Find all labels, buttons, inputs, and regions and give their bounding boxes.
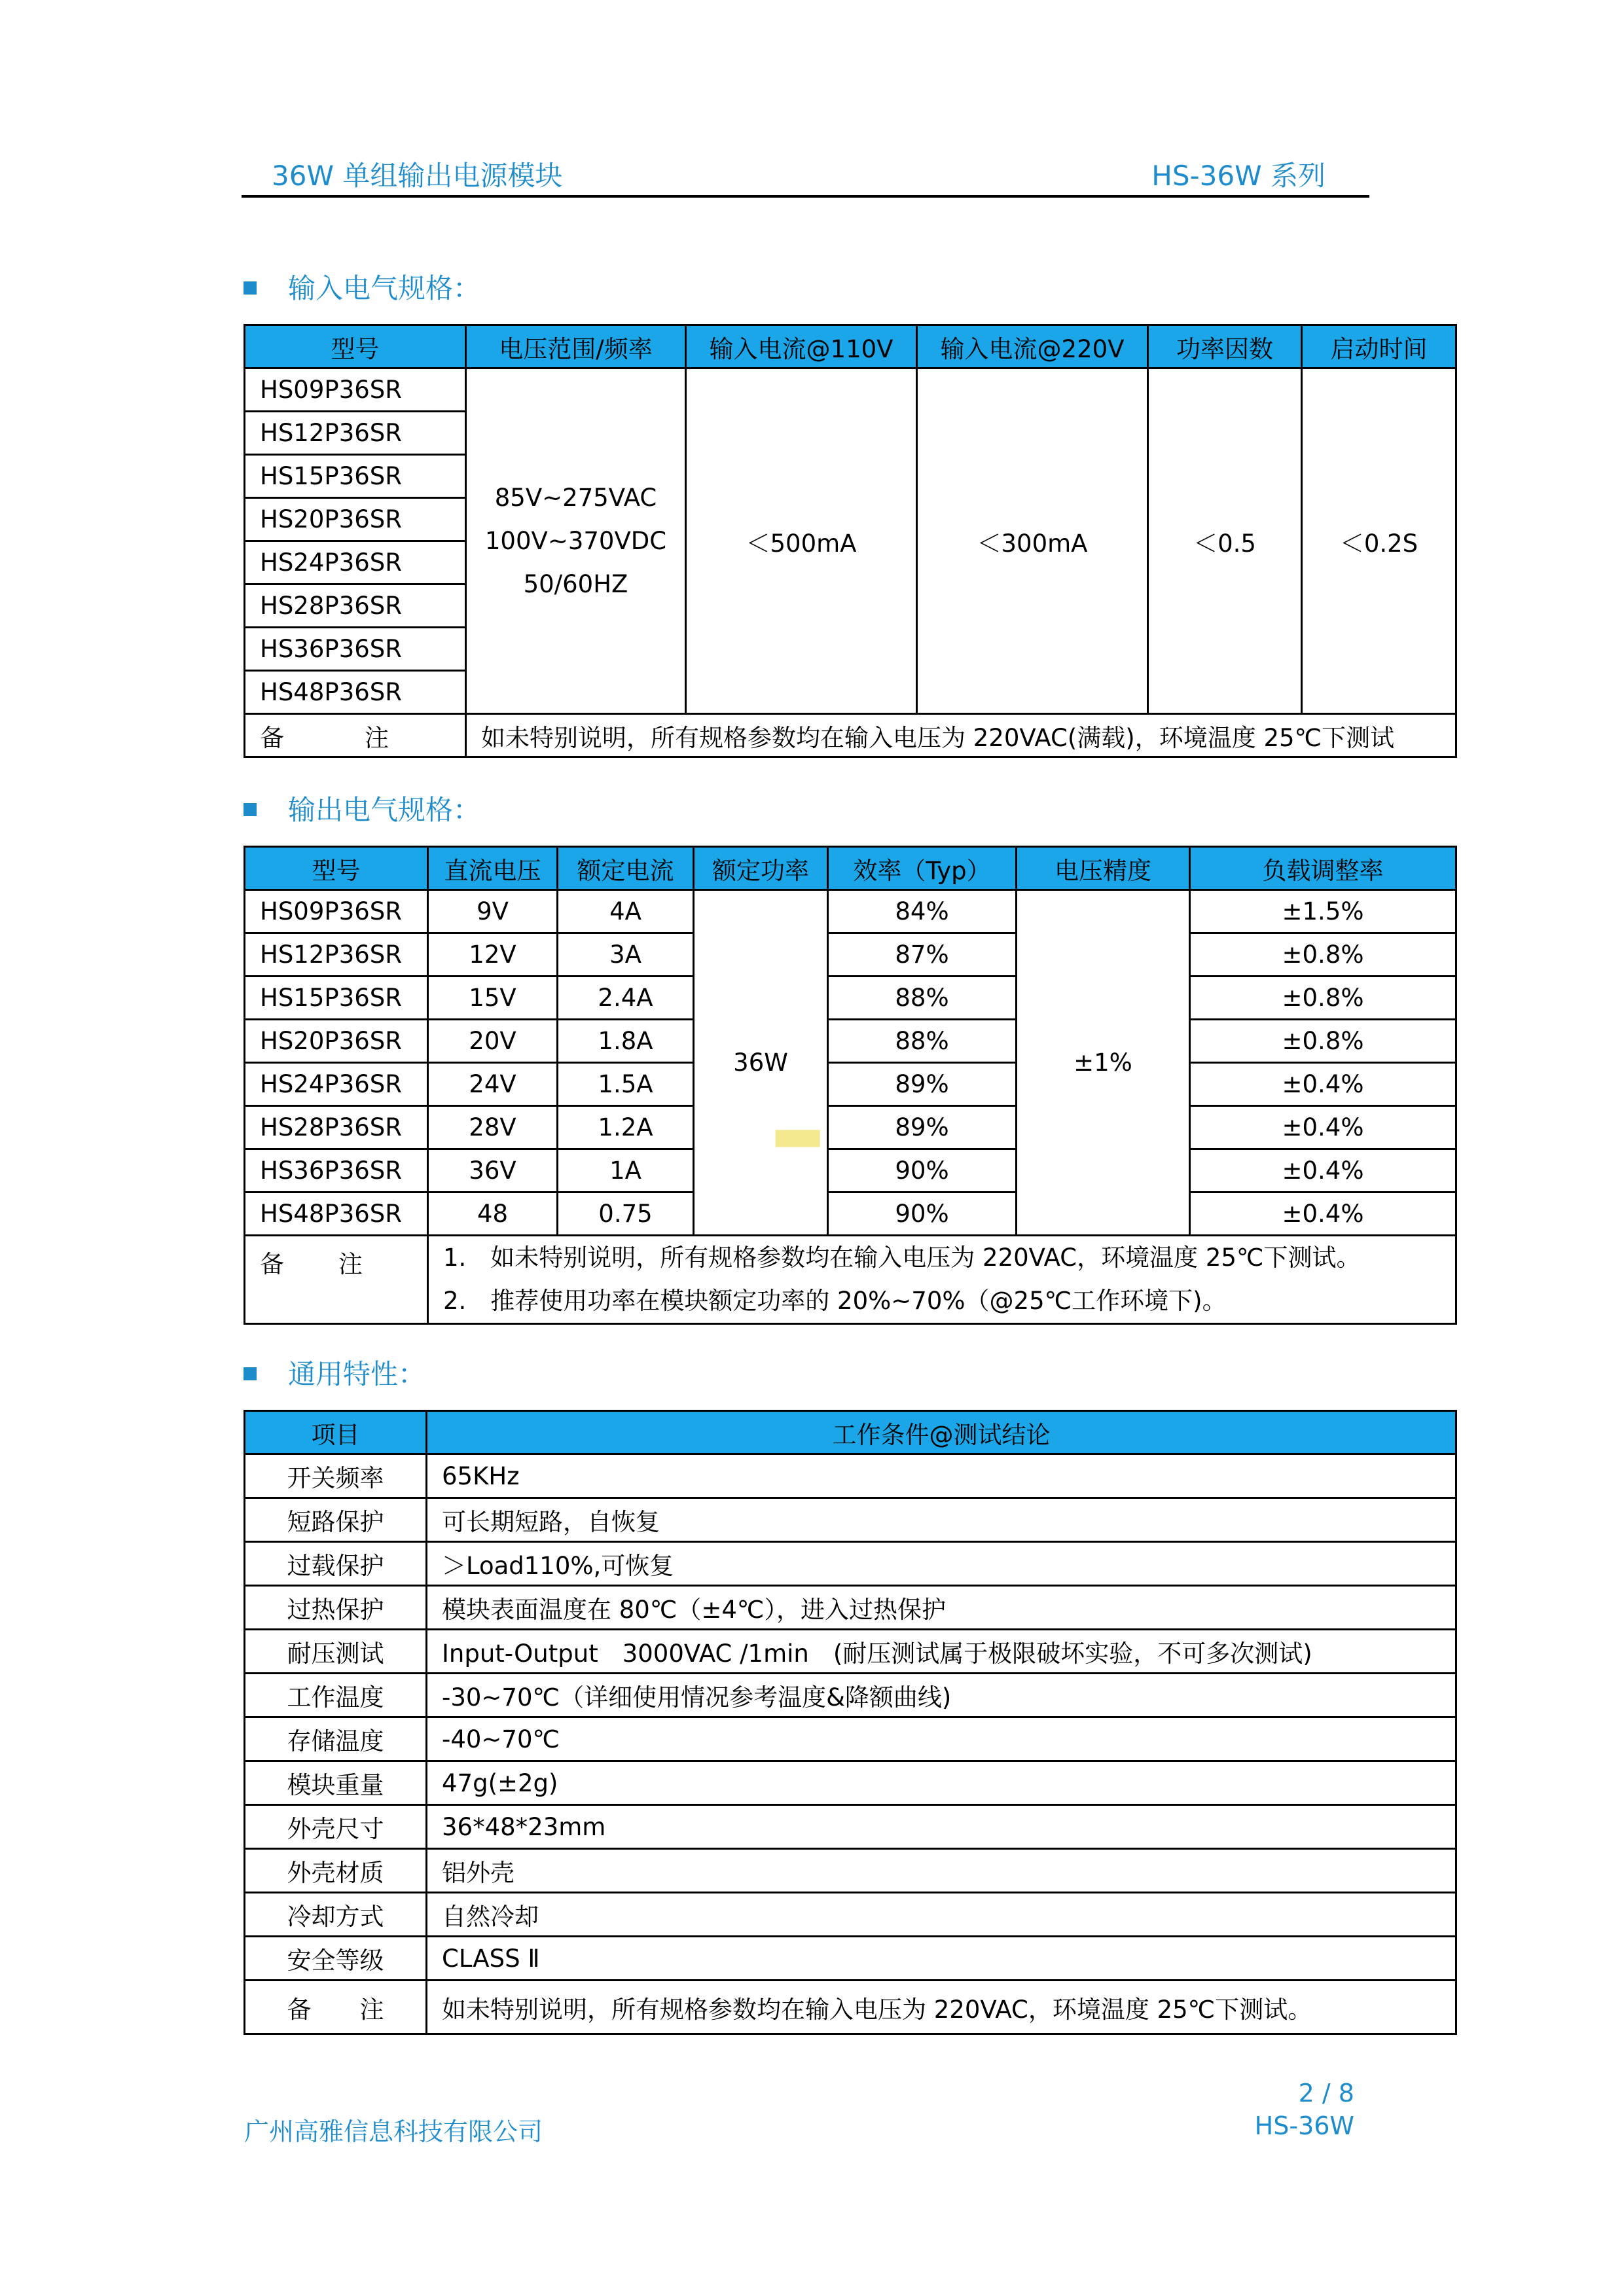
model-cell: HS09P36SR <box>245 890 428 933</box>
col-header-current-110: 输入电流@110V <box>686 325 917 368</box>
item-cell: 短路保护 <box>245 1498 427 1542</box>
col-header-model: 型号 <box>245 325 466 368</box>
col-header-model: 型号 <box>245 847 428 890</box>
note-label-a: 备 <box>260 1250 284 1278</box>
item-cell: 耐压测试 <box>245 1630 427 1674</box>
page-header-title: 36W 单组输出电源模块 <box>272 160 563 192</box>
dc-voltage-cell: 48 <box>428 1193 558 1236</box>
table-row <box>245 1542 1456 1586</box>
current-110-cell: ＜500mA <box>686 368 917 714</box>
table-row <box>245 977 1456 1020</box>
value-cell: 铝外壳 <box>427 1849 1456 1893</box>
square-bullet-icon <box>244 281 257 295</box>
table-row <box>245 1805 1456 1849</box>
voltage-line: 50/60HZ <box>523 569 628 598</box>
col-header-current-220: 输入电流@220V <box>917 325 1148 368</box>
load-regulation-cell: ±1.5% <box>1190 890 1456 933</box>
rated-current-cell: 3A <box>558 933 694 977</box>
note-label <box>245 1236 428 1324</box>
value-cell: CLASS Ⅱ <box>427 1937 1456 1981</box>
col-header-condition: 工作条件@测试结论 <box>427 1411 1456 1454</box>
efficiency-cell: 87% <box>828 933 1017 977</box>
model-cell: HS24P36SR <box>245 541 466 584</box>
note-label-b: 注 <box>338 1250 363 1278</box>
col-header-item: 项目 <box>245 1411 427 1454</box>
note-label <box>245 714 466 757</box>
page-number: 2 / 8 <box>1298 2079 1354 2108</box>
note-row <box>245 1236 1456 1324</box>
voltage-line: 85V~275VAC <box>494 483 657 512</box>
efficiency-cell: 89% <box>828 1106 1017 1149</box>
dc-voltage-cell: 36V <box>428 1149 558 1193</box>
efficiency-cell: 89% <box>828 1063 1017 1106</box>
model-cell: HS24P36SR <box>245 1063 428 1106</box>
value-cell: 47g(±2g) <box>427 1761 1456 1805</box>
rated-current-cell: 2.4A <box>558 977 694 1020</box>
value-cell: 自然冷却 <box>427 1893 1456 1937</box>
page-header-series: HS-36W 系列 <box>1151 160 1326 192</box>
power-factor-cell: ＜0.5 <box>1148 368 1302 714</box>
col-header-power-factor: 功率因数 <box>1148 325 1302 368</box>
load-regulation-cell: ±0.4% <box>1190 1063 1456 1106</box>
efficiency-cell: 90% <box>828 1149 1017 1193</box>
item-cell: 冷却方式 <box>245 1893 427 1937</box>
note-row <box>245 1981 1456 2034</box>
table-row <box>245 1149 1456 1193</box>
rated-power-cell: 36W <box>694 890 828 1236</box>
table-row <box>245 1586 1456 1630</box>
table-row <box>245 1498 1456 1542</box>
rated-current-cell: 1A <box>558 1149 694 1193</box>
item-cell: 外壳材质 <box>245 1849 427 1893</box>
item-cell: 过热保护 <box>245 1586 427 1630</box>
model-cell: HS20P36SR <box>245 1020 428 1063</box>
footer-model: HS-36W <box>1254 2111 1354 2140</box>
rated-current-cell: 1.2A <box>558 1106 694 1149</box>
table-row <box>245 1193 1456 1236</box>
rated-current-cell: 0.75 <box>558 1193 694 1236</box>
model-cell: HS48P36SR <box>245 1193 428 1236</box>
model-cell: HS28P36SR <box>245 1106 428 1149</box>
item-cell: 工作温度 <box>245 1674 427 1717</box>
col-header-rated-power: 额定功率 <box>694 847 828 890</box>
dc-voltage-cell: 15V <box>428 977 558 1020</box>
value-cell: Input-Output 3000VAC /1min (耐压测试属于极限破坏实验，不可多次测试) <box>427 1630 1456 1674</box>
table-row <box>245 368 1456 412</box>
general-section-heading <box>244 1353 425 1392</box>
faint-watermark-mark: ████ <box>776 1131 820 1147</box>
model-cell: HS20P36SR <box>245 498 466 541</box>
model-cell: HS15P36SR <box>245 977 428 1020</box>
col-header-load-regulation: 负载调整率 <box>1190 847 1456 890</box>
load-regulation-cell: ±0.8% <box>1190 1020 1456 1063</box>
value-cell: ＞Load110%,可恢复 <box>427 1542 1456 1586</box>
load-regulation-cell: ±0.8% <box>1190 933 1456 977</box>
col-header-voltage-accuracy: 电压精度 <box>1017 847 1190 890</box>
current-220-cell: ＜300mA <box>917 368 1148 714</box>
voltage-line: 100V~370VDC <box>484 526 667 555</box>
note-label-a: 备 <box>260 723 284 752</box>
item-cell: 安全等级 <box>245 1937 427 1981</box>
dc-voltage-cell: 20V <box>428 1020 558 1063</box>
table-row <box>245 1020 1456 1063</box>
table-header-row <box>245 325 1456 368</box>
item-cell: 模块重量 <box>245 1761 427 1805</box>
dc-voltage-cell: 28V <box>428 1106 558 1149</box>
table-row <box>245 1630 1456 1674</box>
load-regulation-cell: ±0.4% <box>1190 1193 1456 1236</box>
voltage-range-cell <box>466 368 686 714</box>
output-section-heading <box>244 789 480 828</box>
output-section-heading-text: 输出电气规格： <box>288 794 481 826</box>
table-row <box>245 1717 1456 1761</box>
table-row <box>245 1893 1456 1937</box>
value-cell: -30~70℃（详细使用情况参考温度&降额曲线) <box>427 1674 1456 1717</box>
efficiency-cell: 88% <box>828 1020 1017 1063</box>
efficiency-cell: 90% <box>828 1193 1017 1236</box>
item-cell: 备 注 <box>245 1981 427 2034</box>
table-header-row <box>245 847 1456 890</box>
rated-current-cell: 1.8A <box>558 1020 694 1063</box>
value-cell: 如未特别说明，所有规格参数均在输入电压为 220VAC，环境温度 25℃下测试。 <box>427 1981 1456 2034</box>
col-header-efficiency: 效率（Typ） <box>828 847 1017 890</box>
table-row <box>245 1674 1456 1717</box>
load-regulation-cell: ±0.4% <box>1190 1106 1456 1149</box>
rated-current-cell: 4A <box>558 890 694 933</box>
value-cell: -40~70℃ <box>427 1717 1456 1761</box>
value-cell: 36*48*23mm <box>427 1805 1456 1849</box>
col-header-voltage-range: 电压范围/频率 <box>466 325 686 368</box>
table-header-row <box>245 1411 1456 1454</box>
input-section-heading <box>244 267 480 306</box>
square-bullet-icon <box>244 803 257 816</box>
startup-time-cell: ＜0.2S <box>1302 368 1456 714</box>
rated-current-cell: 1.5A <box>558 1063 694 1106</box>
value-cell: 65KHz <box>427 1454 1456 1498</box>
table-row <box>245 1106 1456 1149</box>
model-cell: HS28P36SR <box>245 584 466 628</box>
output-spec-table <box>244 846 1457 1325</box>
input-section-heading-text: 输入电气规格： <box>288 272 481 304</box>
note-label-b: 注 <box>365 723 389 752</box>
voltage-accuracy-cell: ±1% <box>1017 890 1190 1236</box>
item-cell: 存储温度 <box>245 1717 427 1761</box>
model-cell: HS12P36SR <box>245 933 428 977</box>
dc-voltage-cell: 24V <box>428 1063 558 1106</box>
load-regulation-cell: ±0.8% <box>1190 977 1456 1020</box>
col-header-dc-voltage: 直流电压 <box>428 847 558 890</box>
table-row <box>245 890 1456 933</box>
note-text <box>428 1236 1456 1324</box>
dc-voltage-cell: 9V <box>428 890 558 933</box>
company-name: 广州高雅信息科技有限公司 <box>244 2117 543 2146</box>
model-cell: HS36P36SR <box>245 628 466 671</box>
efficiency-cell: 84% <box>828 890 1017 933</box>
value-cell: 模块表面温度在 80℃（±4℃），进入过热保护 <box>427 1586 1456 1630</box>
efficiency-cell: 88% <box>828 977 1017 1020</box>
square-bullet-icon <box>244 1367 257 1380</box>
col-header-rated-current: 额定电流 <box>558 847 694 890</box>
table-row <box>245 1761 1456 1805</box>
table-row <box>245 933 1456 977</box>
table-row <box>245 1937 1456 1981</box>
input-spec-table <box>244 324 1457 758</box>
table-row <box>245 1063 1456 1106</box>
col-header-startup-time: 启动时间 <box>1302 325 1456 368</box>
item-cell: 外壳尺寸 <box>245 1805 427 1849</box>
note-line: 1. 如未特别说明，所有规格参数均在输入电压为 220VAC，环境温度 25℃下测试。 <box>443 1244 1361 1272</box>
general-spec-table <box>244 1410 1457 2035</box>
load-regulation-cell: ±0.4% <box>1190 1149 1456 1193</box>
item-cell: 开关频率 <box>245 1454 427 1498</box>
model-cell: HS48P36SR <box>245 671 466 714</box>
item-cell: 过载保护 <box>245 1542 427 1586</box>
dc-voltage-cell: 12V <box>428 933 558 977</box>
model-cell: HS15P36SR <box>245 455 466 498</box>
note-text: 如未特别说明，所有规格参数均在输入电压为 220VAC(满载)，环境温度 25℃下测试 <box>466 714 1456 757</box>
general-section-heading-text: 通用特性： <box>288 1358 426 1390</box>
table-row <box>245 1849 1456 1893</box>
model-cell: HS36P36SR <box>245 1149 428 1193</box>
header-divider <box>242 195 1369 198</box>
note-row <box>245 714 1456 757</box>
value-cell: 可长期短路，自恢复 <box>427 1498 1456 1542</box>
note-line: 2. 推荐使用功率在模块额定功率的 20%~70%（@25℃工作环境下)。 <box>443 1287 1227 1315</box>
table-row <box>245 1454 1456 1498</box>
model-cell: HS09P36SR <box>245 368 466 412</box>
model-cell: HS12P36SR <box>245 412 466 455</box>
